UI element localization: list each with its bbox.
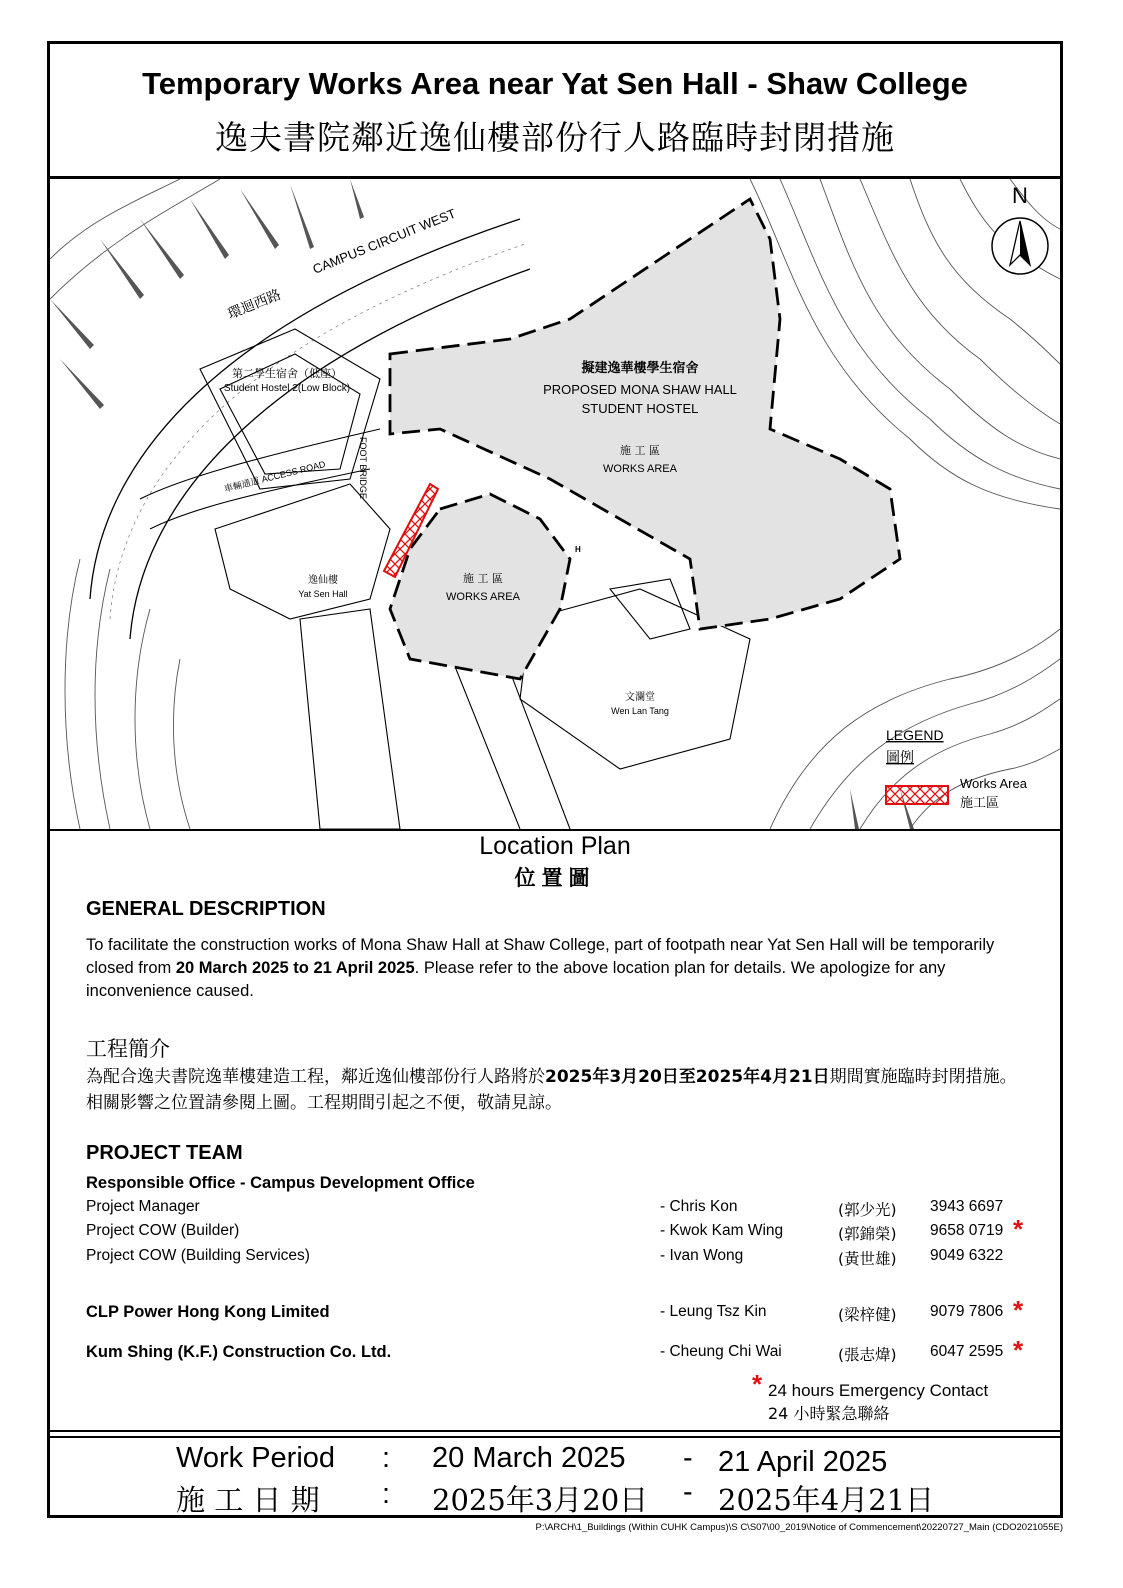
team-phone: 6047 2595 <box>930 1343 1004 1360</box>
north-arrow-icon <box>992 183 1048 274</box>
legend-title-zh: 圖例 <box>886 750 914 766</box>
proposed-label-1: PROPOSED MONA SHAW HALL <box>543 382 737 397</box>
emergency-note: 24 hours Emergency Contact <box>768 1381 989 1400</box>
legend-title: LEGEND <box>886 727 944 743</box>
emergency-note-zh: 24 小時緊急聯絡 <box>768 1404 890 1423</box>
emergency-star: * <box>1013 1295 1024 1325</box>
team-name-zh: (張志煒) <box>838 1346 897 1364</box>
team-name: - Chris Kon <box>660 1198 738 1215</box>
access-road-label: 車輛通道 ACCESS ROAD <box>223 459 327 494</box>
works-label-zh: 施 工 區 <box>620 444 660 457</box>
hostel2-label-zh: 第二學生宿舍（低座） <box>232 367 342 380</box>
work-period-label: Work Period <box>176 1442 336 1474</box>
road-label: CAMPUS CIRCUIT WEST <box>310 205 458 277</box>
helipad-mark: H <box>575 545 581 554</box>
team-name: - Kwok Kam Wing <box>660 1222 784 1239</box>
team-heading: PROJECT TEAM <box>86 1142 243 1164</box>
team-role: CLP Power Hong Kong Limited <box>86 1303 330 1321</box>
team-name-zh: (郭少光) <box>838 1201 897 1219</box>
legend-item: Works Area <box>960 776 1027 791</box>
work-period-dash: - <box>683 1442 693 1474</box>
responsible-office: Responsible Office - Campus Development Office <box>86 1174 475 1192</box>
wen-lan-label: Wen Lan Tang <box>611 706 669 716</box>
works-label: WORKS AREA <box>603 463 677 475</box>
road-label-zh: 環迴西路 <box>225 286 284 323</box>
team-name-zh: (梁梓健) <box>838 1306 897 1324</box>
yat-sen-label-zh: 逸仙樓 <box>308 575 338 586</box>
team-phone: 9049 6322 <box>930 1247 1004 1264</box>
team-role: Project COW (Builder) <box>86 1222 240 1239</box>
works-label-zh: 施 工 區 <box>463 572 503 585</box>
team-role: Kum Shing (K.F.) Construction Co. Ltd. <box>86 1343 392 1361</box>
divider <box>47 829 1063 831</box>
emergency-star: * <box>1013 1214 1024 1244</box>
location-plan-map <box>50 179 1060 829</box>
emergency-star: * <box>1013 1335 1024 1365</box>
team-role: Project COW (Building Services) <box>86 1247 310 1264</box>
notice-title-zh: 逸夫書院鄰近逸仙樓部份行人路臨時封閉措施 <box>215 118 895 157</box>
general-paragraph-zh: 為配合逸夫書院逸華樓建造工程，鄰近逸仙樓部份行人路將於2025年3月20日至2025年4月21日期間實施臨時封閉措施。相關影響之位置請參閱上圖。工程期間引起之不便，敬請見諒。 <box>86 1067 1017 1113</box>
team-phone: 9079 7806 <box>930 1303 1004 1320</box>
legend-swatch <box>886 786 948 804</box>
legend-item-zh: 施工區 <box>960 796 1000 811</box>
team-name-zh: (郭錦榮) <box>838 1225 897 1243</box>
team-name: - Ivan Wong <box>660 1247 744 1264</box>
team-phone: 3943 6697 <box>930 1198 1004 1215</box>
team-name-zh: (黃世雄) <box>838 1250 897 1268</box>
svg-text:N: N <box>1012 183 1028 208</box>
proposed-label-2: STUDENT HOSTEL <box>581 401 699 416</box>
divider <box>47 1430 1063 1432</box>
team-phone: 9658 0719 <box>930 1222 1004 1239</box>
yat-sen-label: Yat Sen Hall <box>298 589 348 599</box>
work-period-start: 20 March 2025 <box>432 1442 626 1474</box>
foot-bridge-label: FOOT BRIDGE <box>358 437 368 499</box>
divider <box>47 1436 1063 1438</box>
general-heading-zh: 工程簡介 <box>86 1037 170 1061</box>
work-period-start-zh: 2025年3月20日 <box>432 1483 649 1517</box>
work-period-end: 21 April 2025 <box>718 1446 888 1478</box>
team-role: Project Manager <box>86 1198 200 1215</box>
work-period-label-zh: 施 工 日 期 <box>176 1483 320 1517</box>
emergency-star: * <box>752 1369 763 1399</box>
work-period-colon: : <box>382 1442 391 1474</box>
wen-lan-label-zh: 文瀾堂 <box>625 692 655 703</box>
notice-title: Temporary Works Area near Yat Sen Hall - Shaw College <box>142 66 968 101</box>
works-label: WORKS AREA <box>446 591 520 603</box>
location-plan-title-zh: 位置圖 <box>514 866 596 890</box>
general-paragraph: To facilitate the construction works of Mona Shaw Hall at Shaw College, part of footpath near Yat Sen Hall will be temporarily closed from 20 March 2025 to 21 April 2025. Please refer to the above location plan for details. We apologize for any inconvenience caused. <box>86 936 995 1000</box>
file-path: P:\ARCH\1_Buildings (Within CUHK Campus)\S C\S07\00_2019\Notice of Commencement\20220727_Main (CDO2021055E) <box>535 1522 1063 1533</box>
proposed-label-zh: 擬建逸華樓學生宿舍 <box>581 361 699 376</box>
work-period-colon: : <box>382 1478 391 1510</box>
hostel2-label: Student Hostel 2(Low Block) <box>223 383 351 394</box>
work-period-dash: - <box>683 1476 693 1508</box>
team-name: - Leung Tsz Kin <box>660 1303 767 1320</box>
location-plan-title: Location Plan <box>479 832 631 860</box>
team-name: - Cheung Chi Wai <box>660 1343 782 1360</box>
work-period-end-zh: 2025年4月21日 <box>718 1483 935 1517</box>
general-heading: GENERAL DESCRIPTION <box>86 898 326 920</box>
